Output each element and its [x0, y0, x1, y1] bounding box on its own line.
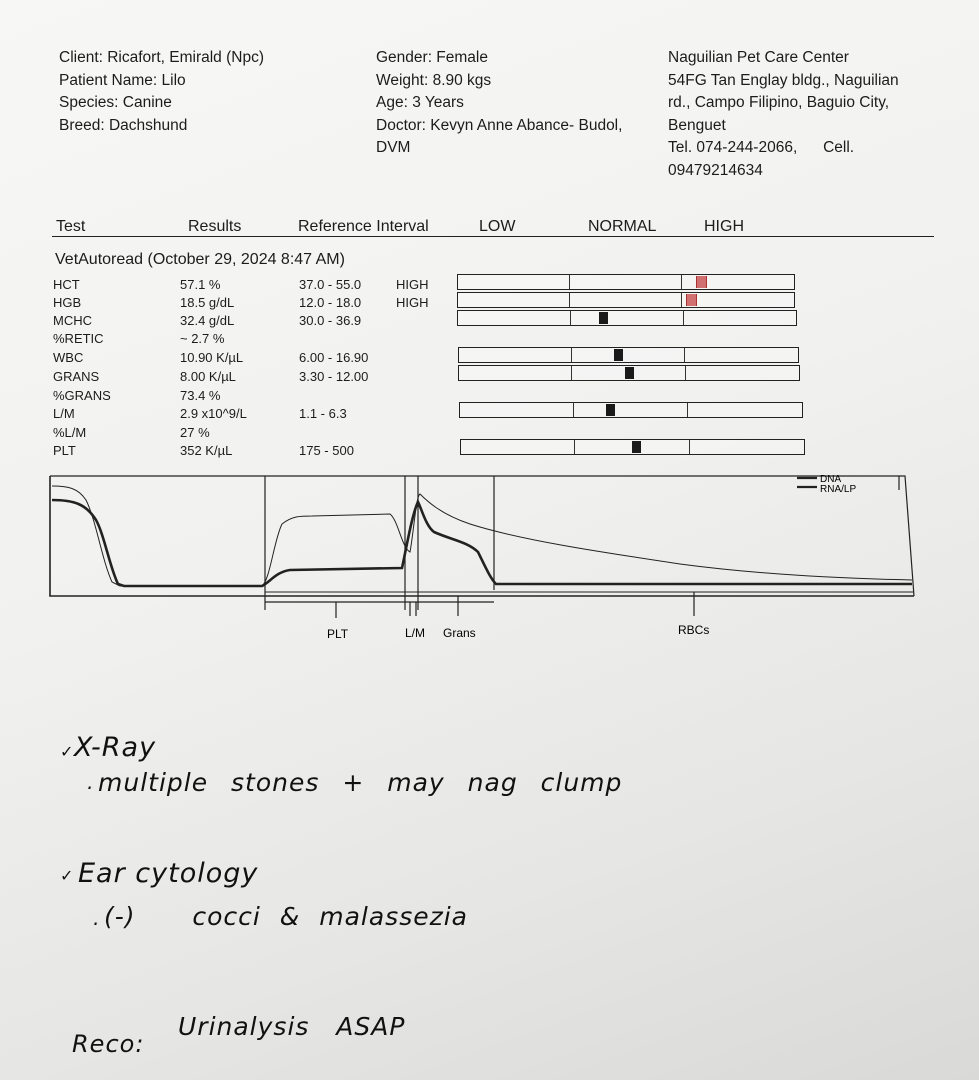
col-normal: NORMAL — [588, 218, 657, 235]
table-row — [0, 330, 440, 348]
doctor-title-line: DVM — [376, 139, 411, 156]
header-rule — [52, 236, 934, 237]
axis-label-lm: L/M — [405, 626, 426, 640]
table-row — [0, 387, 440, 405]
legend-dna: DNA — [820, 474, 842, 485]
client-line: Client: Ricafort, Emirald (Npc) — [59, 49, 264, 66]
gender-line: Gender: Female — [376, 49, 488, 66]
cell-histogram — [0, 460, 979, 650]
table-row — [0, 349, 440, 367]
range-bar-plt — [460, 439, 805, 455]
test-name: HCT — [53, 277, 80, 292]
range-bar-grans — [458, 365, 800, 381]
note-xray-text-bullet: · — [86, 776, 94, 800]
range-bar-lm — [459, 402, 803, 418]
age-line: Age: 3 Years — [376, 94, 464, 111]
axis-label-grans: Grans — [443, 626, 476, 640]
test-reference: 37.0 - 55.0 — [299, 277, 362, 292]
note-reco-text: Urinalysis ASAP — [178, 1012, 406, 1041]
note-ear-text: (-) cocci & malassezia — [104, 902, 468, 931]
range-marker — [625, 367, 634, 379]
table-row — [0, 276, 440, 294]
test-name: %RETIC — [53, 331, 104, 346]
range-marker — [696, 276, 707, 288]
clinic-name: Naguilian Pet Care Center — [668, 49, 849, 66]
axis-label-rbcs: RBCs — [678, 623, 710, 637]
clinic-address-2: rd., Campo Filipino, Baguio City, — [668, 94, 890, 111]
table-row — [0, 424, 440, 442]
weight-line: Weight: 8.90 kgs — [376, 71, 492, 89]
breed-line: Breed: Dachshund — [59, 116, 188, 134]
note-xray-text: multiple stones + may nag clump — [98, 768, 623, 797]
col-low: LOW — [479, 218, 516, 235]
test-result: 27 % — [180, 425, 210, 440]
col-results: Results — [188, 218, 242, 235]
note-ear-bullet: ✓ — [60, 866, 75, 885]
note-ear-text-bullet: · — [92, 912, 100, 936]
test-result: 73.4 % — [180, 388, 221, 403]
note-xray-bullet: ✓ — [60, 742, 75, 761]
test-reference: 12.0 - 18.0 — [299, 295, 362, 310]
test-result: 10.90 K/µL — [180, 350, 244, 365]
test-reference: 1.1 - 6.3 — [299, 406, 347, 421]
range-bar-wbc — [458, 347, 799, 363]
table-row — [0, 312, 440, 330]
axis-label-plt: PLT — [327, 627, 349, 641]
note-xray-title: X-Ray — [74, 732, 157, 763]
doctor-line: Doctor: Kevyn Anne Abance- Budol, — [376, 116, 623, 134]
patient-name-line: Patient Name: Lilo — [59, 71, 186, 89]
col-reference: Reference Interval — [298, 218, 429, 235]
clinic-phone: Tel. 074-244-2066, Cell. — [668, 139, 855, 156]
test-result: 32.4 g/dL — [180, 313, 235, 328]
test-name: WBC — [53, 350, 84, 365]
test-name: MCHC — [53, 313, 92, 328]
test-reference: 6.00 - 16.90 — [299, 350, 369, 365]
test-name: L/M — [53, 406, 75, 421]
range-marker — [606, 404, 615, 416]
test-result: 2.9 x10^9/L — [180, 406, 247, 421]
table-row — [0, 368, 440, 386]
range-bar-hct — [457, 274, 795, 290]
test-name: GRANS — [53, 369, 100, 384]
range-bar-mchc — [457, 310, 797, 326]
clinic-cell: 09479214634 — [668, 161, 763, 179]
test-result: 352 K/µL — [180, 443, 233, 458]
test-name: %L/M — [53, 425, 87, 440]
test-result: 57.1 % — [180, 277, 221, 292]
range-marker — [632, 441, 641, 453]
col-test: Test — [56, 218, 86, 235]
clinic-info — [668, 47, 899, 182]
note-reco-label: Reco: — [72, 1030, 145, 1058]
table-row — [0, 294, 440, 312]
test-result: ~ 2.7 % — [180, 331, 225, 346]
test-reference: 175 - 500 — [299, 443, 354, 458]
test-name: HGB — [53, 295, 82, 310]
test-name: %GRANS — [53, 388, 111, 403]
table-row — [0, 405, 440, 423]
section-title: VetAutoread (October 29, 2024 8:47 AM) — [55, 251, 345, 268]
test-result: 8.00 K/µL — [180, 369, 236, 384]
range-marker — [686, 294, 697, 306]
test-reference: 30.0 - 36.9 — [299, 313, 362, 328]
table-row — [0, 442, 440, 460]
range-marker — [614, 349, 623, 361]
client-info — [59, 47, 264, 137]
species-line: Species: Canine — [59, 94, 172, 111]
clinic-address-3: Benguet — [668, 116, 726, 134]
test-flag: HIGH — [396, 295, 429, 310]
test-result: 18.5 g/dL — [180, 295, 235, 310]
test-name: PLT — [53, 443, 76, 458]
range-marker — [599, 312, 608, 324]
range-bar-hgb — [457, 292, 795, 308]
clinic-address-1: 54FG Tan Englay bldg., Naguilian — [668, 71, 899, 89]
legend-rna-lp: RNA/LP — [820, 484, 857, 495]
note-ear-title: Ear cytology — [78, 858, 259, 889]
test-flag: HIGH — [396, 277, 429, 292]
test-reference: 3.30 - 12.00 — [299, 369, 369, 384]
patient-details — [376, 47, 622, 160]
col-high: HIGH — [704, 218, 744, 235]
